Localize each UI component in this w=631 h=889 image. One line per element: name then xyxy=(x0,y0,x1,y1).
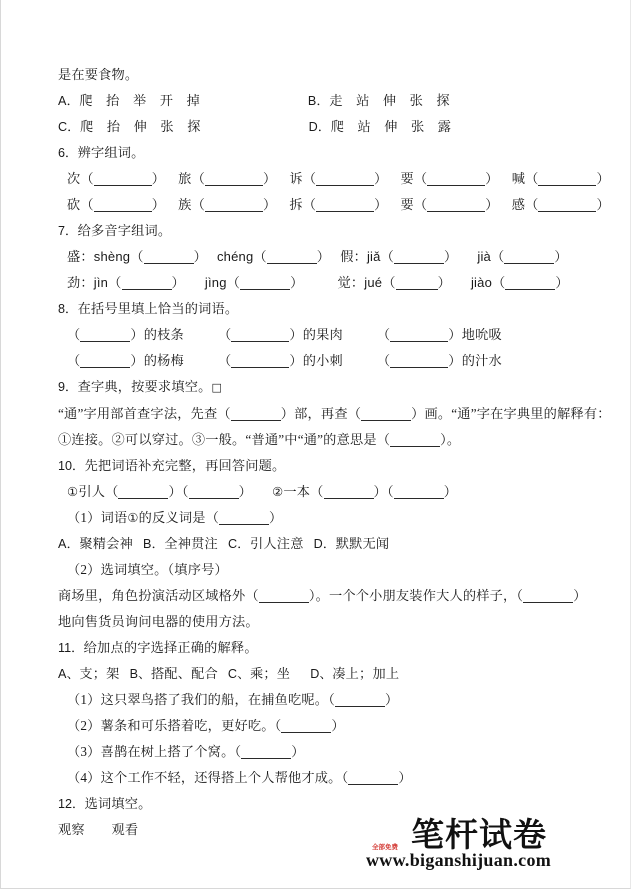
answer-blank[interactable] xyxy=(316,199,374,212)
answer-blank[interactable] xyxy=(390,434,440,447)
mc-option-c-label: C． xyxy=(58,120,81,134)
question-12-title: 选词填空。 xyxy=(84,796,152,811)
watermark-brand: 笔杆试卷 xyxy=(411,816,547,853)
question-7-number: 7． xyxy=(58,224,78,238)
answer-blank[interactable] xyxy=(538,199,596,212)
question-9-line-1 xyxy=(58,401,611,427)
question-11-item-3 xyxy=(58,739,578,765)
question-10-title: 先把词语补充完整，再回答问题。 xyxy=(84,458,286,473)
q11-item3-text: 喜鹊在树上搭了个窝。（ xyxy=(100,744,242,759)
question-10-items: ①引人（ ）（ ） ②一本（ ）（ ） xyxy=(58,479,578,505)
q9-text-3: ）画。“通”字在字典里的解释有： xyxy=(411,406,611,421)
q6-char-9: 要 xyxy=(400,197,414,212)
answer-blank[interactable] xyxy=(394,486,444,499)
q10-sub1-label: （1） xyxy=(67,510,101,525)
q11-item4-text: 这个工作不轻，还得搭上个人帮他才成。（ xyxy=(100,770,349,785)
q9-text-2: ）部，再查（ xyxy=(280,406,362,421)
q11-item3-close: ） xyxy=(291,744,305,759)
answer-blank[interactable] xyxy=(231,329,289,342)
answer-blank[interactable] xyxy=(390,329,448,342)
q10-passage-b: ）。一个个小朋友装作大人的样子，（ xyxy=(308,588,524,603)
q11-item4-close: ） xyxy=(398,770,412,785)
question-11-heading xyxy=(58,635,578,661)
question-7-row-2: 劲：jìn（ ） jìng（ ） 觉：jué（ ） jiào（ ） xyxy=(67,275,569,290)
q6-char-8: 拆 xyxy=(289,197,303,212)
answer-blank[interactable] xyxy=(523,590,573,603)
mc-option-b-label: B． xyxy=(307,94,330,108)
answer-blank[interactable] xyxy=(281,720,331,733)
q7-pinyin-7: jué xyxy=(364,275,383,290)
q11-item4-label: （4） xyxy=(67,770,101,785)
mc-option-d-label: D． xyxy=(308,120,331,134)
answer-blank[interactable] xyxy=(361,408,411,421)
answer-blank[interactable] xyxy=(538,173,596,186)
q10-option-d-label: D． xyxy=(313,537,336,551)
q7-char-1: 盛： xyxy=(67,249,94,264)
q9-text-4: ①连接。②可以穿过。③一般。“普通”中“通”的意思是（ xyxy=(58,432,391,447)
question-9-heading xyxy=(58,374,578,401)
q11-item1-text: 这只翠鸟搭了我们的船，在捕鱼吃呢。（ xyxy=(100,692,335,707)
answer-blank[interactable] xyxy=(80,329,130,342)
answer-blank[interactable] xyxy=(390,355,448,368)
answer-blank[interactable] xyxy=(240,277,290,290)
question-8-row-2: （ ）的杨梅 （ ）的小刺 （ ）的汁水 xyxy=(67,353,502,368)
q10-sub2-label: （2） xyxy=(67,562,101,577)
q10-item-1: 引人 xyxy=(78,484,106,499)
q10-option-b-text: 全神贯注 xyxy=(164,536,218,551)
answer-blank[interactable] xyxy=(144,251,194,264)
q10-sub1-text-b: 的反义词是（ xyxy=(138,510,219,525)
q10-option-b-label: B． xyxy=(142,537,165,551)
question-10-sub-1 xyxy=(58,505,578,531)
q11-option-a-label: A、 xyxy=(58,667,80,681)
question-11-item-1 xyxy=(58,687,578,713)
q7-pinyin-1: shèng xyxy=(93,249,131,264)
answer-blank[interactable] xyxy=(427,173,485,186)
q11-item2-close: ） xyxy=(331,718,345,733)
question-11-options xyxy=(58,661,578,687)
q10-option-d-text: 默默无闻 xyxy=(335,536,390,551)
question-8-number: 8． xyxy=(58,302,78,316)
mc-option-d-text: 爬 站 伸 张 露 xyxy=(330,119,452,134)
worksheet-body xyxy=(58,62,611,843)
q11-item1-label: （1） xyxy=(67,692,101,707)
q11-item2-text: 薯条和可乐搭着吃，更好吃。（ xyxy=(100,718,282,733)
question-10-options xyxy=(58,531,578,557)
question-8-heading xyxy=(58,296,578,322)
question-6-row-2: 砍（ ） 族（ ） 拆（ ） 要（ ） 感（ ） xyxy=(67,197,610,212)
circled-number-2: ② xyxy=(272,484,284,499)
question-11-title: 给加点的字选择正确的解释。 xyxy=(83,640,258,655)
answer-blank[interactable] xyxy=(80,355,130,368)
mc-row-ab xyxy=(58,88,578,114)
question-10-passage-line-1 xyxy=(58,583,587,609)
question-6-row-1: 次（ ） 旅（ ） 诉（ ） 要（ ） 喊（ ） xyxy=(67,171,610,186)
question-7-row-1: 盛：shèng（ ） chéng（ ） 假：jiǎ（ ） jià（ ） xyxy=(67,249,568,264)
mc-option-a-label: A． xyxy=(58,94,80,108)
question-10-passage-line-2: 地向售货员询问电器的使用方法。 xyxy=(58,614,259,629)
answer-blank[interactable] xyxy=(259,590,309,603)
q10-sub1-text-c: ） xyxy=(269,510,283,525)
q11-option-d-label: D、 xyxy=(310,667,333,681)
answer-blank[interactable] xyxy=(205,173,263,186)
q8-phrase-3: 地吮吸 xyxy=(461,327,502,342)
answer-blank[interactable] xyxy=(348,772,398,785)
question-7-heading xyxy=(58,218,578,244)
q6-char-3: 诉 xyxy=(289,171,303,186)
q6-char-10: 感 xyxy=(511,197,526,212)
q11-item2-label: （2） xyxy=(67,718,101,733)
answer-blank[interactable] xyxy=(94,199,152,212)
empty-box-glyph: □ xyxy=(211,381,223,394)
q11-option-b-label: B、 xyxy=(129,667,151,681)
q8-phrase-5: 的小刺 xyxy=(302,353,343,368)
q8-phrase-2: 的果肉 xyxy=(302,327,343,342)
answer-blank[interactable] xyxy=(504,251,554,264)
q11-item3-label: （3） xyxy=(67,744,101,759)
q6-char-4: 要 xyxy=(400,171,414,186)
mc-option-a-text: 爬 抬 举 开 掉 xyxy=(79,93,200,108)
q6-char-1: 次 xyxy=(67,171,81,186)
answer-blank[interactable] xyxy=(122,277,172,290)
q7-pinyin-3: jiǎ xyxy=(366,249,381,264)
answer-blank[interactable] xyxy=(231,408,281,421)
q10-option-a-label: A． xyxy=(58,537,80,551)
q7-pinyin-6: jìng xyxy=(204,275,227,290)
question-6-number: 6． xyxy=(58,146,78,160)
q7-pinyin-4: jià xyxy=(477,249,491,264)
q8-phrase-6: 的汁水 xyxy=(461,353,502,368)
question-9-title: 查字典，按要求填空。 xyxy=(77,379,212,394)
q11-option-a-text: 支；架 xyxy=(79,666,120,681)
answer-blank[interactable] xyxy=(427,199,485,212)
answer-blank[interactable] xyxy=(241,746,291,759)
question-10-sub-2 xyxy=(58,557,578,583)
q7-char-5: 劲： xyxy=(67,275,94,290)
mc-option-b-text: 走 站 伸 张 探 xyxy=(329,93,450,108)
q11-option-d-text: 凑上；加上 xyxy=(332,666,400,681)
q11-option-c-label: C、 xyxy=(227,667,251,681)
q10-sub1-text-a: 词语 xyxy=(100,510,128,525)
circled-number-1: ① xyxy=(127,510,139,525)
q10-passage-c: ） xyxy=(573,588,587,603)
question-8-title: 在括号里填上恰当的词语。 xyxy=(77,301,239,316)
q11-item1-close: ） xyxy=(384,692,399,707)
q11-option-b-text: 搭配、配合 xyxy=(150,666,218,681)
q7-pinyin-8: jiào xyxy=(470,275,493,290)
q10-item-2: 一本 xyxy=(283,484,311,499)
question-6-heading xyxy=(58,140,578,166)
watermark xyxy=(366,818,596,870)
answer-blank[interactable] xyxy=(335,694,385,707)
answer-blank[interactable] xyxy=(205,199,263,212)
question-8-row-1: （ ）的枝条 （ ）的果肉 （ ）地吮吸 xyxy=(67,327,502,342)
question-10-heading xyxy=(58,453,578,479)
question-11-item-4 xyxy=(58,765,578,791)
q9-text-1: “通”字用部首查字法，先查（ xyxy=(58,406,231,421)
watermark-url: www.biganshijuan.com xyxy=(366,850,552,870)
q7-pinyin-5: jìn xyxy=(93,275,109,290)
q6-char-2: 旅 xyxy=(178,171,192,186)
answer-blank[interactable] xyxy=(231,355,289,368)
q7-char-7: 觉： xyxy=(337,275,365,290)
question-10-number: 10． xyxy=(58,459,85,473)
q6-char-6: 砍 xyxy=(67,197,81,212)
answer-blank[interactable] xyxy=(394,251,444,264)
question-12-number: 12． xyxy=(58,797,85,811)
q8-phrase-4: 的杨梅 xyxy=(143,353,184,368)
mc-option-c-text: 爬 抬 伸 张 探 xyxy=(80,119,201,134)
q11-option-c-text: 乘；坐 xyxy=(250,666,291,681)
q10-sub2-text: 选词填空。（填序号） xyxy=(100,562,228,577)
q10-option-c-label: C． xyxy=(227,537,251,551)
answer-blank[interactable] xyxy=(118,486,168,499)
question-11-item-2 xyxy=(58,713,578,739)
question-6-title: 辨字组词。 xyxy=(77,145,145,160)
question-9-line-2 xyxy=(58,427,578,453)
answer-blank[interactable] xyxy=(324,486,374,499)
q9-text-5: ）。 xyxy=(440,432,461,447)
q8-phrase-1: 的枝条 xyxy=(143,327,184,342)
question-12-heading xyxy=(58,791,578,817)
q7-char-3: 假： xyxy=(340,249,367,264)
answer-blank[interactable] xyxy=(316,173,374,186)
answer-blank[interactable] xyxy=(505,277,555,290)
q10-option-c-text: 引人注意 xyxy=(250,536,304,551)
answer-blank[interactable] xyxy=(189,486,239,499)
carryover-text: 是在要食物。 xyxy=(58,67,139,82)
q10-passage-a: 商场里，角色扮演活动区域格外（ xyxy=(58,588,259,603)
question-7-title: 给多音字组词。 xyxy=(77,223,172,238)
mc-row-cd xyxy=(58,114,578,140)
q6-char-7: 族 xyxy=(178,197,192,212)
answer-blank[interactable] xyxy=(396,277,438,290)
answer-blank[interactable] xyxy=(219,512,269,525)
watermark-free-tag: 全部免费 xyxy=(372,843,398,851)
question-11-number: 11． xyxy=(58,641,84,655)
q7-pinyin-2: chéng xyxy=(216,249,254,264)
q6-char-5: 喊 xyxy=(511,171,526,186)
question-12-word-bank: 观察 观看 xyxy=(58,822,139,837)
circled-number-1: ① xyxy=(67,484,79,499)
q10-option-a-text: 聚精会神 xyxy=(79,536,133,551)
question-9-number: 9． xyxy=(58,380,78,394)
answer-blank[interactable] xyxy=(267,251,317,264)
answer-blank[interactable] xyxy=(94,173,152,186)
